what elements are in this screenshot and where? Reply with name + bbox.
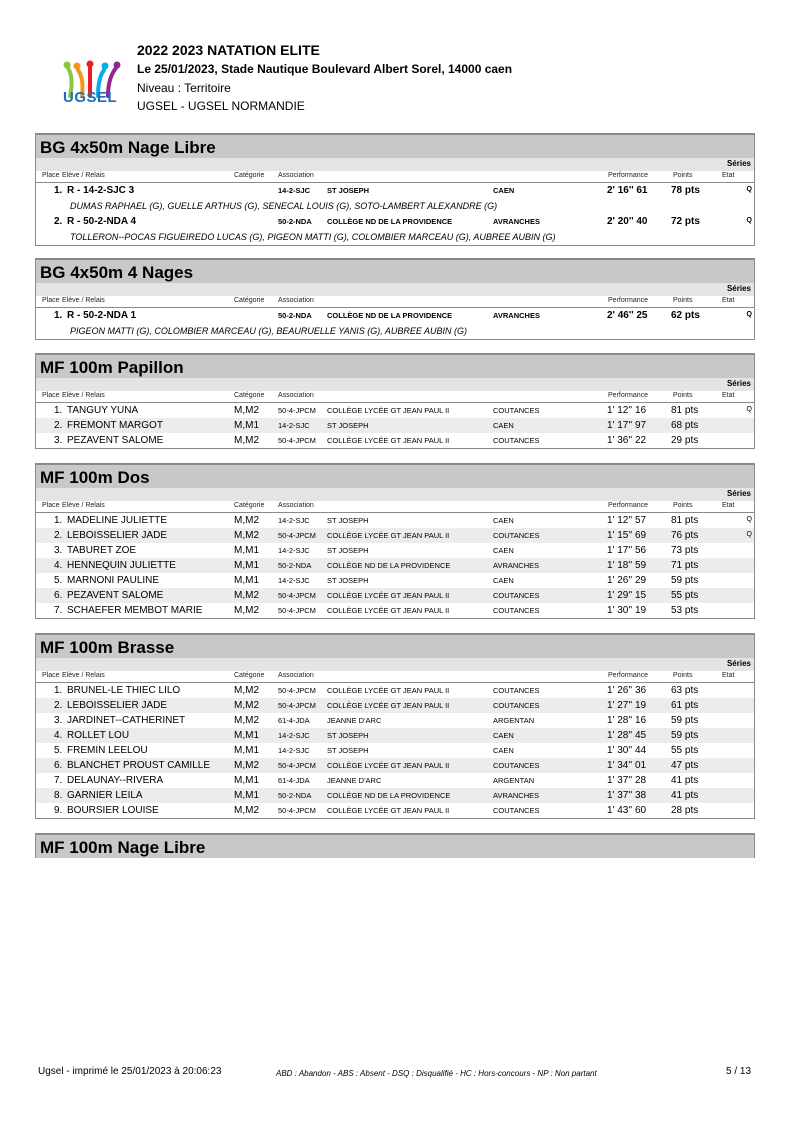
- category: M,M2: [234, 805, 259, 816]
- club-city: AVRANCHES: [493, 791, 540, 800]
- club-name: ST JOSEPH: [327, 746, 369, 755]
- result-row[interactable]: [36, 603, 754, 618]
- column-header-points: Points: [673, 297, 693, 304]
- document-title: 2022 2023 NATATION ELITE: [137, 42, 320, 58]
- series-label: Séries: [726, 284, 751, 293]
- association-code: 14-2-SJC: [278, 546, 310, 555]
- column-header-name: Elève / Relais: [62, 172, 105, 179]
- series-bar: [36, 378, 754, 391]
- place: 2.: [54, 216, 63, 227]
- performance-time: 1' 17'' 56: [607, 545, 647, 556]
- association-code: 61-4-JDA: [278, 776, 310, 785]
- event-results-table: [35, 488, 755, 619]
- performance-time: 1' 37'' 28: [607, 775, 647, 786]
- points: 73 pts: [671, 545, 699, 556]
- result-row[interactable]: [36, 513, 754, 528]
- category: M,M1: [234, 575, 259, 586]
- series-bar: [36, 283, 754, 296]
- points: 68 pts: [671, 420, 699, 431]
- club-name: COLLÈGE LYCÉE GT JEAN PAUL II: [327, 806, 450, 815]
- place: 5.: [54, 575, 63, 586]
- points: 41 pts: [671, 790, 699, 801]
- event-section: [35, 463, 755, 619]
- column-header-place: Place: [42, 297, 60, 304]
- relay-members-text: DUMAS RAPHAEL (G), GUELLE ARTHUS (G), SENECAL LOUIS (G), SOTO-LAMBERT ALEXANDRE (G): [70, 201, 498, 211]
- performance-time: 1' 26'' 29: [607, 575, 647, 586]
- column-headers: [36, 171, 754, 183]
- place: 2.: [54, 530, 63, 541]
- performance-time: 1' 43'' 60: [607, 805, 647, 816]
- page-header: [0, 0, 793, 120]
- club-name: COLLÈGE LYCÉE GT JEAN PAUL II: [327, 436, 450, 445]
- association-code: 50-2-NDA: [278, 561, 312, 570]
- association-code: 14-2-SJC: [278, 421, 310, 430]
- organizer: UGSEL - UGSEL NORMANDIE: [137, 99, 305, 113]
- event-title: MF 100m Nage Libre: [35, 833, 755, 858]
- club-name: COLLÈGE LYCÉE GT JEAN PAUL II: [327, 406, 450, 415]
- performance-time: 1' 17'' 97: [607, 420, 647, 431]
- series-label: Séries: [726, 659, 751, 668]
- points: 59 pts: [671, 715, 699, 726]
- column-header-etat: Etat: [722, 172, 735, 179]
- relay-members: [36, 229, 754, 245]
- column-header-place: Place: [42, 172, 60, 179]
- athlete-name: LEBOISSELIER JADE: [67, 700, 168, 711]
- column-header-etat: Etat: [722, 672, 735, 679]
- athlete-name: TANGUY YUNA: [67, 405, 139, 416]
- athlete-name: JARDINET--CATHERINET: [67, 715, 186, 726]
- category: M,M2: [234, 685, 259, 696]
- club-city: COUTANCES: [493, 701, 540, 710]
- club-city: ARGENTAN: [493, 716, 535, 725]
- result-row[interactable]: [36, 588, 754, 603]
- athlete-name: MADELINE JULIETTE: [67, 515, 168, 526]
- points: 55 pts: [671, 590, 699, 601]
- event-title: MF 100m Dos: [35, 463, 755, 488]
- column-header-place: Place: [42, 392, 60, 399]
- club-name: COLLÈGE LYCÉE GT JEAN PAUL II: [327, 701, 450, 710]
- points: 55 pts: [671, 745, 699, 756]
- category: M,M2: [234, 700, 259, 711]
- column-headers: [36, 296, 754, 308]
- athlete-name: ROLLET LOU: [67, 730, 130, 741]
- relay-members-text: PIGEON MATTI (G), COLOMBIER MARCEAU (G), BEAURUELLE YANIS (G), AUBREE AUBIN (G): [70, 326, 468, 336]
- points: 63 pts: [671, 685, 699, 696]
- athlete-name: LEBOISSELIER JADE: [67, 530, 168, 541]
- category: M,M2: [234, 715, 259, 726]
- event-section: [35, 833, 755, 858]
- abbreviation-legend: ABD : Abandon - ABS : Absent - DSQ : Disqualifié - HC : Hors-concours - NP : Non partant: [276, 1069, 597, 1078]
- place: 1.: [54, 405, 63, 416]
- event-date-location: Le 25/01/2023, Stade Nautique Boulevard Albert Sorel, 14000 caen: [137, 62, 513, 76]
- performance-time: 1' 26'' 36: [607, 685, 647, 696]
- category: M,M1: [234, 730, 259, 741]
- result-row[interactable]: [36, 683, 754, 698]
- category: M,M2: [234, 530, 259, 541]
- athlete-name: R - 50-2-NDA 1: [67, 310, 137, 321]
- association-code: 50-2-NDA: [278, 311, 312, 320]
- athlete-name: FREMIN LEELOU: [67, 745, 148, 756]
- category: M,M1: [234, 545, 259, 556]
- column-headers: [36, 501, 754, 513]
- association-code: 50-4-JPCM: [278, 761, 316, 770]
- points: 29 pts: [671, 435, 699, 446]
- relay-row[interactable]: [36, 308, 754, 323]
- association-code: 14-2-SJC: [278, 731, 310, 740]
- place: 3.: [54, 435, 63, 446]
- association-code: 50-4-JPCM: [278, 701, 316, 710]
- qualification-status: Q: [746, 406, 752, 413]
- club-name: ST JOSEPH: [327, 731, 369, 740]
- column-header-association: Association: [278, 297, 314, 304]
- column-header-category: Catégorie: [234, 502, 265, 509]
- event-title: MF 100m Papillon: [35, 353, 755, 378]
- points: 53 pts: [671, 605, 699, 616]
- performance-time: 1' 30'' 44: [607, 745, 647, 756]
- event-results-table: [35, 658, 755, 819]
- performance-time: 2' 46'' 25: [607, 310, 648, 321]
- page-number: 5 / 13: [726, 1066, 752, 1077]
- club-city: AVRANCHES: [493, 311, 540, 320]
- club-city: CAEN: [493, 421, 514, 430]
- event-section: [35, 633, 755, 819]
- performance-time: 1' 34'' 01: [607, 760, 647, 771]
- result-row[interactable]: [36, 743, 754, 758]
- points: 76 pts: [671, 530, 699, 541]
- club-name: COLLÈGE LYCÉE GT JEAN PAUL II: [327, 531, 450, 540]
- club-name: ST JOSEPH: [327, 546, 369, 555]
- club-name: COLLÈGE ND DE LA PROVIDENCE: [327, 791, 451, 800]
- club-name: JEANNE D'ARC: [327, 716, 382, 725]
- club-name: COLLÈGE LYCÉE GT JEAN PAUL II: [327, 686, 450, 695]
- performance-time: 1' 28'' 45: [607, 730, 647, 741]
- performance-time: 1' 12'' 57: [607, 515, 647, 526]
- place: 1.: [54, 185, 63, 196]
- club-city: CAEN: [493, 546, 514, 555]
- event-section: [35, 258, 755, 340]
- performance-time: 2' 20'' 40: [607, 216, 648, 227]
- column-header-etat: Etat: [722, 297, 735, 304]
- association-code: 50-4-JPCM: [278, 806, 316, 815]
- club-city: COUTANCES: [493, 606, 540, 615]
- category: M,M1: [234, 420, 259, 431]
- qualification-status: Q: [746, 516, 752, 523]
- athlete-name: HENNEQUIN JULIETTE: [67, 560, 176, 571]
- points: 47 pts: [671, 760, 699, 771]
- series-bar: [36, 488, 754, 501]
- club-name: ST JOSEPH: [327, 516, 369, 525]
- series-bar: [36, 158, 754, 171]
- athlete-name: SCHAEFER MEMBOT MARIE: [67, 605, 203, 616]
- club-city: COUTANCES: [493, 591, 540, 600]
- points: 72 pts: [671, 216, 700, 227]
- performance-time: 1' 27'' 19: [607, 700, 647, 711]
- event-section: [35, 133, 755, 246]
- athlete-name: R - 50-2-NDA 4: [67, 216, 137, 227]
- points: 78 pts: [671, 185, 700, 196]
- series-bar: [36, 658, 754, 671]
- result-row[interactable]: [36, 758, 754, 773]
- points: 71 pts: [671, 560, 699, 571]
- club-city: CAEN: [493, 576, 514, 585]
- points: 28 pts: [671, 805, 699, 816]
- column-header-category: Catégorie: [234, 172, 265, 179]
- club-name: COLLÈGE LYCÉE GT JEAN PAUL II: [327, 761, 450, 770]
- club-name: ST JOSEPH: [327, 576, 369, 585]
- club-city: COUTANCES: [493, 531, 540, 540]
- place: 1.: [54, 515, 63, 526]
- column-header-name: Elève / Relais: [62, 672, 105, 679]
- place: 7.: [54, 605, 63, 616]
- place: 8.: [54, 790, 63, 801]
- place: 1.: [54, 310, 63, 321]
- result-row[interactable]: [36, 773, 754, 788]
- athlete-name: TABURET ZOE: [67, 545, 137, 556]
- club-name: ST JOSEPH: [327, 421, 369, 430]
- column-header-association: Association: [278, 672, 314, 679]
- points: 81 pts: [671, 515, 699, 526]
- qualification-status: Q: [746, 311, 752, 318]
- relay-members-text: TOLLERON--POCAS FIGUEIREDO LUCAS (G), PIGEON MATTI (G), COLOMBIER MARCEAU (G), AUBREE AUBIN (G): [70, 232, 556, 242]
- place: 4.: [54, 560, 63, 571]
- relay-row[interactable]: [36, 183, 754, 198]
- place: 1.: [54, 685, 63, 696]
- club-name: COLLÈGE LYCÉE GT JEAN PAUL II: [327, 606, 450, 615]
- club-city: COUTANCES: [493, 686, 540, 695]
- club-name: COLLÈGE ND DE LA PROVIDENCE: [327, 217, 453, 226]
- association-code: 50-4-JPCM: [278, 436, 316, 445]
- column-header-place: Place: [42, 672, 60, 679]
- club-city: COUTANCES: [493, 761, 540, 770]
- qualification-status: Q: [746, 217, 752, 224]
- column-header-association: Association: [278, 392, 314, 399]
- column-header-etat: Etat: [722, 392, 735, 399]
- points: 61 pts: [671, 700, 699, 711]
- performance-time: 1' 28'' 16: [607, 715, 647, 726]
- place: 4.: [54, 730, 63, 741]
- result-row[interactable]: [36, 558, 754, 573]
- club-city: CAEN: [493, 516, 514, 525]
- club-city: COUTANCES: [493, 406, 540, 415]
- points: 41 pts: [671, 775, 699, 786]
- series-label: Séries: [726, 489, 751, 498]
- association-code: 14-2-SJC: [278, 746, 310, 755]
- result-row[interactable]: [36, 433, 754, 448]
- event-title: BG 4x50m 4 Nages: [35, 258, 755, 283]
- place: 2.: [54, 420, 63, 431]
- series-label: Séries: [726, 379, 751, 388]
- performance-time: 1' 12'' 16: [607, 405, 647, 416]
- column-header-performance: Performance: [608, 297, 649, 304]
- athlete-name: FREMONT MARGOT: [67, 420, 163, 431]
- result-row[interactable]: [36, 528, 754, 543]
- club-city: ARGENTAN: [493, 776, 535, 785]
- athlete-name: PEZAVENT SALOME: [67, 590, 164, 601]
- series-label: Séries: [726, 159, 751, 168]
- column-header-points: Points: [673, 392, 693, 399]
- points: 81 pts: [671, 405, 699, 416]
- event-title: MF 100m Brasse: [35, 633, 755, 658]
- athlete-name: R - 14-2-SJC 3: [67, 185, 135, 196]
- club-city: COUTANCES: [493, 806, 540, 815]
- column-header-performance: Performance: [608, 672, 649, 679]
- performance-time: 2' 16'' 61: [607, 185, 648, 196]
- performance-time: 1' 29'' 15: [607, 590, 647, 601]
- event-results-table: [35, 378, 755, 449]
- association-code: 14-2-SJC: [278, 186, 311, 195]
- performance-time: 1' 30'' 19: [607, 605, 647, 616]
- club-name: COLLÈGE LYCÉE GT JEAN PAUL II: [327, 591, 450, 600]
- event-title: BG 4x50m Nage Libre: [35, 133, 755, 158]
- place: 3.: [54, 715, 63, 726]
- event-results-table: [35, 283, 755, 340]
- performance-time: 1' 18'' 59: [607, 560, 647, 571]
- club-city: AVRANCHES: [493, 217, 540, 226]
- result-row[interactable]: [36, 713, 754, 728]
- association-code: 50-4-JPCM: [278, 591, 316, 600]
- club-name: COLLÈGE ND DE LA PROVIDENCE: [327, 561, 451, 570]
- column-header-points: Points: [673, 502, 693, 509]
- athlete-name: PEZAVENT SALOME: [67, 435, 164, 446]
- category: M,M1: [234, 790, 259, 801]
- association-code: 61-4-JDA: [278, 716, 310, 725]
- result-row[interactable]: [36, 788, 754, 803]
- association-code: 14-2-SJC: [278, 576, 310, 585]
- column-header-etat: Etat: [722, 502, 735, 509]
- result-row[interactable]: [36, 418, 754, 433]
- column-header-points: Points: [673, 172, 693, 179]
- athlete-name: DELAUNAY--RIVERA: [67, 775, 164, 786]
- athlete-name: BRUNEL-LE THIEC LILO: [67, 685, 181, 696]
- association-code: 50-4-JPCM: [278, 606, 316, 615]
- place: 6.: [54, 760, 63, 771]
- column-headers: [36, 391, 754, 403]
- logo-text: UGSEL: [63, 89, 118, 106]
- association-code: 14-2-SJC: [278, 516, 310, 525]
- competition-level: Niveau : Territoire: [137, 81, 231, 95]
- category: M,M2: [234, 435, 259, 446]
- points: 59 pts: [671, 575, 699, 586]
- club-name: ST JOSEPH: [327, 186, 370, 195]
- result-row[interactable]: [36, 728, 754, 743]
- place: 3.: [54, 545, 63, 556]
- association-code: 50-4-JPCM: [278, 406, 316, 415]
- relay-members: [36, 323, 754, 339]
- relay-members: [36, 198, 754, 214]
- column-header-name: Elève / Relais: [62, 502, 105, 509]
- result-row[interactable]: [36, 573, 754, 588]
- performance-time: 1' 15'' 69: [607, 530, 647, 541]
- result-row[interactable]: [36, 403, 754, 418]
- category: M,M1: [234, 775, 259, 786]
- event-results-table: [35, 158, 755, 246]
- category: M,M1: [234, 745, 259, 756]
- place: 7.: [54, 775, 63, 786]
- performance-time: 1' 37'' 38: [607, 790, 647, 801]
- club-city: CAEN: [493, 186, 515, 195]
- association-code: 50-2-NDA: [278, 217, 312, 226]
- club-city: CAEN: [493, 746, 514, 755]
- place: 5.: [54, 745, 63, 756]
- qualification-status: Q: [746, 186, 752, 193]
- place: 9.: [54, 805, 63, 816]
- points: 62 pts: [671, 310, 700, 321]
- qualification-status: Q: [746, 531, 752, 538]
- category: M,M2: [234, 760, 259, 771]
- club-name: COLLÈGE ND DE LA PROVIDENCE: [327, 311, 453, 320]
- association-code: 50-4-JPCM: [278, 531, 316, 540]
- column-header-name: Elève / Relais: [62, 392, 105, 399]
- club-city: CAEN: [493, 731, 514, 740]
- column-header-category: Catégorie: [234, 392, 265, 399]
- association-code: 50-2-NDA: [278, 791, 312, 800]
- column-header-points: Points: [673, 672, 693, 679]
- column-header-category: Catégorie: [234, 297, 265, 304]
- result-row[interactable]: [36, 698, 754, 713]
- category: M,M2: [234, 515, 259, 526]
- club-city: COUTANCES: [493, 436, 540, 445]
- place: 2.: [54, 700, 63, 711]
- column-headers: [36, 671, 754, 683]
- column-header-name: Elève / Relais: [62, 297, 105, 304]
- column-header-association: Association: [278, 172, 314, 179]
- category: M,M2: [234, 605, 259, 616]
- place: 6.: [54, 590, 63, 601]
- print-timestamp: Ugsel - imprimé le 25/01/2023 à 20:06:23: [38, 1066, 222, 1077]
- athlete-name: BOURSIER LOUISE: [67, 805, 159, 816]
- athlete-name: BLANCHET PROUST CAMILLE: [67, 760, 211, 771]
- club-city: AVRANCHES: [493, 561, 540, 570]
- column-header-performance: Performance: [608, 502, 649, 509]
- column-header-place: Place: [42, 502, 60, 509]
- column-header-category: Catégorie: [234, 672, 265, 679]
- athlete-name: GARNIER LEILA: [67, 790, 143, 801]
- column-header-association: Association: [278, 502, 314, 509]
- category: M,M2: [234, 405, 259, 416]
- result-row[interactable]: [36, 803, 754, 818]
- relay-row[interactable]: [36, 214, 754, 229]
- result-row[interactable]: [36, 543, 754, 558]
- association-code: 50-4-JPCM: [278, 686, 316, 695]
- club-name: JEANNE D'ARC: [327, 776, 382, 785]
- points: 59 pts: [671, 730, 699, 741]
- event-section: [35, 353, 755, 449]
- athlete-name: MARNONI PAULINE: [67, 575, 160, 586]
- column-header-performance: Performance: [608, 392, 649, 399]
- performance-time: 1' 36'' 22: [607, 435, 647, 446]
- column-header-performance: Performance: [608, 172, 649, 179]
- category: M,M2: [234, 590, 259, 601]
- category: M,M1: [234, 560, 259, 571]
